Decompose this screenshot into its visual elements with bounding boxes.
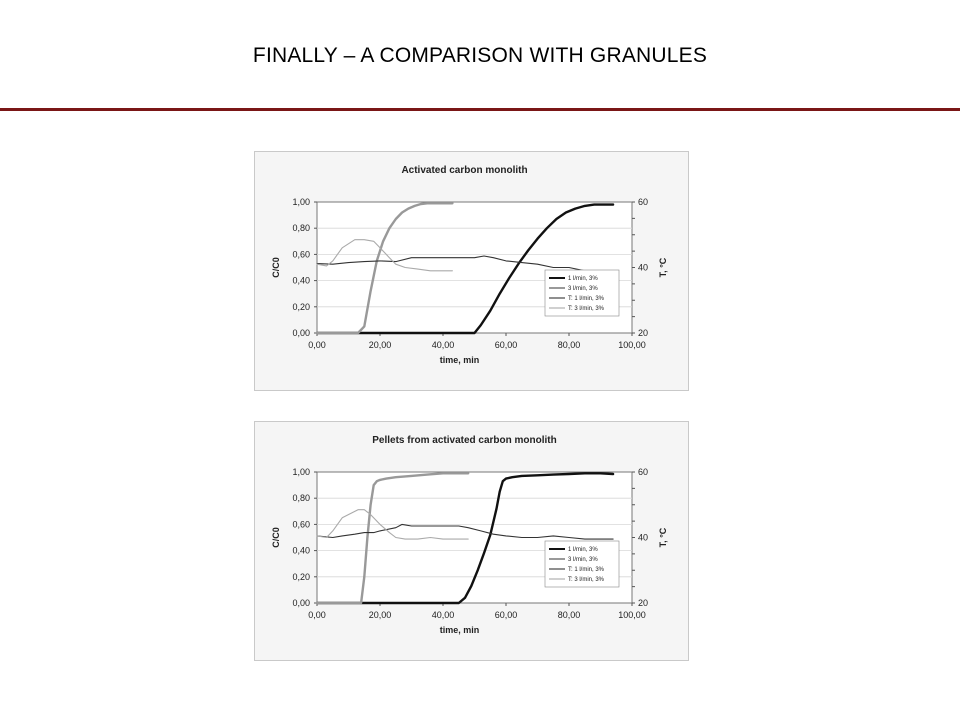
x-tick-label: 100,00 — [618, 340, 646, 350]
y-tick-label: 0,20 — [292, 571, 310, 582]
legend-label-2: 3 l/min, 3% — [568, 557, 598, 563]
y-tick-label: 0,80 — [292, 493, 310, 504]
x-tick-label: 100,00 — [618, 610, 646, 620]
title-divider — [0, 108, 960, 111]
x-tick-label: 80,00 — [557, 340, 581, 350]
x-tick-label: 0,00 — [308, 340, 326, 350]
y-axis-label: C/C0 — [271, 257, 281, 278]
y-tick-label: 0,40 — [292, 275, 310, 286]
y-tick-label: 0,00 — [292, 598, 310, 608]
y2-tick-label: 20 — [638, 598, 649, 608]
legend-label-1: 1 l/min, 3% — [568, 276, 598, 282]
x-tick-label: 60,00 — [494, 610, 518, 620]
x-tick-label: 40,00 — [431, 340, 455, 350]
x-tick-label: 0,00 — [308, 610, 326, 620]
chart-pellets-svg — [255, 422, 688, 660]
y2-axis-label: T, °C — [658, 527, 668, 548]
y2-axis-label: T, °C — [658, 257, 668, 278]
y-axis-label: C/C0 — [271, 527, 281, 548]
chart-monolith-svg — [255, 152, 688, 390]
chart-monolith — [254, 151, 689, 391]
legend-label-4: T: 3 l/min, 3% — [568, 577, 605, 583]
x-axis-label: time, min — [439, 625, 480, 635]
y-tick-label: 0,20 — [292, 301, 310, 312]
y-tick-label: 1,00 — [292, 467, 310, 477]
y2-tick-label: 40 — [638, 532, 649, 543]
x-tick-label: 60,00 — [494, 340, 518, 350]
x-tick-label: 20,00 — [368, 340, 392, 350]
y-tick-label: 0,40 — [292, 545, 310, 556]
legend-label-3: T: 1 l/min, 3% — [568, 296, 605, 302]
x-tick-label: 80,00 — [557, 610, 581, 620]
legend-label-3: T: 1 l/min, 3% — [568, 567, 605, 573]
slide-title: FINALLY – A COMPARISON WITH GRANULES — [252, 44, 708, 67]
y-tick-label: 1,00 — [292, 197, 310, 207]
y2-tick-label: 20 — [638, 328, 649, 338]
x-axis-label: time, min — [439, 355, 480, 365]
chart-title: Pellets from activated carbon monolith — [372, 435, 557, 446]
legend-label-1: 1 l/min, 3% — [568, 547, 598, 553]
y2-tick-label: 60 — [638, 197, 649, 207]
x-tick-label: 20,00 — [368, 610, 392, 620]
y-tick-label: 0,60 — [292, 519, 310, 530]
chart-pellets — [254, 421, 689, 661]
legend-label-4: T: 3 l/min, 3% — [568, 306, 605, 312]
chart-title: Activated carbon monolith — [401, 165, 528, 176]
y2-tick-label: 60 — [638, 467, 649, 477]
y-tick-label: 0,00 — [292, 328, 310, 338]
x-tick-label: 40,00 — [431, 610, 455, 620]
legend-label-2: 3 l/min, 3% — [568, 286, 598, 292]
y-tick-label: 0,60 — [292, 249, 310, 260]
y2-tick-label: 40 — [638, 262, 649, 273]
y-tick-label: 0,80 — [292, 223, 310, 234]
